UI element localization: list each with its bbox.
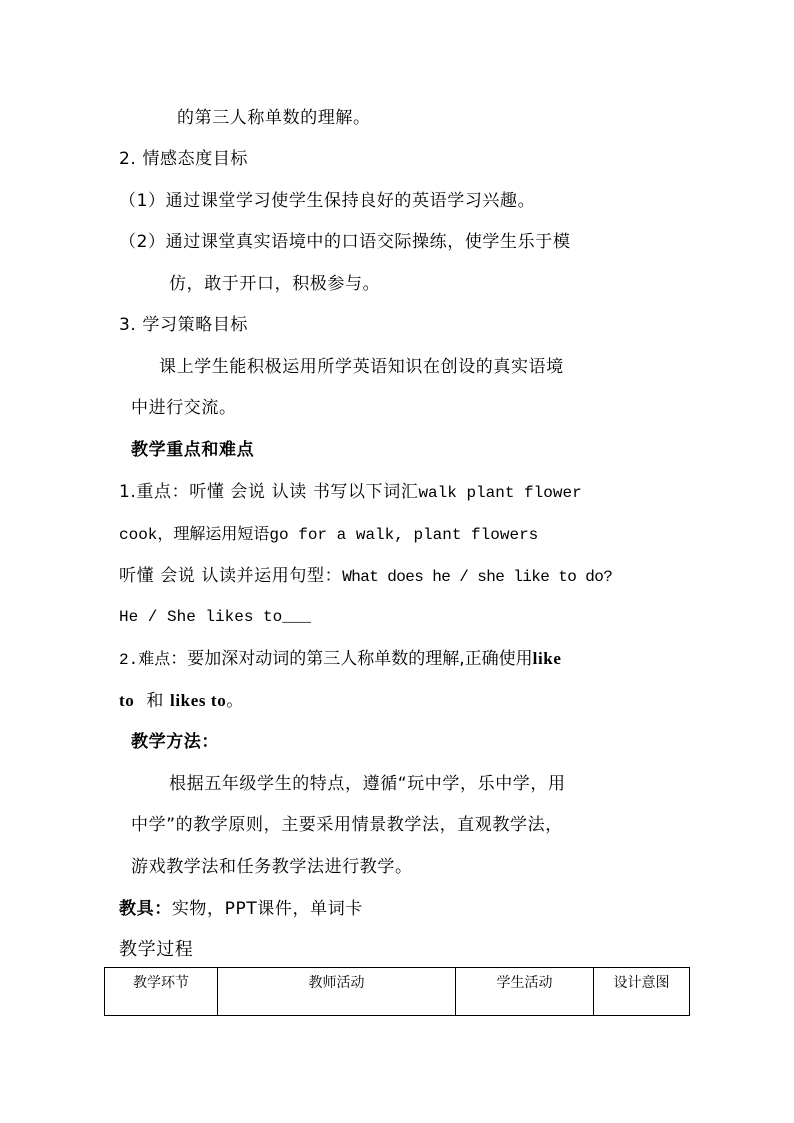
key-point-1-sentence: What does he / she like to do? [342,568,613,586]
tools-line [119,898,363,920]
strategy-objective-line-1: 课上学生能积极运用所学英语知识在创设的真实语境 [159,357,564,377]
emotion-objective-heading: 2. 情感态度目标 [119,149,249,169]
process-table [104,967,690,1016]
tools-value: 实物，PPT课件，单词卡 [171,899,363,919]
key-point-1-line-3 [119,565,612,588]
key-point-1-line-2-a: cook，理解运用短语 [119,526,270,544]
key-point-2-to: to [119,691,135,710]
process-heading: 教学过程 [119,939,194,960]
process-column-teacher-activity: 教师活动 [218,968,456,1016]
key-point-2-line-1 [119,648,561,671]
key-point-1-line-2 [119,523,538,546]
key-point-1-line-3-cn: 听懂 会说 认读并运用句型： [119,566,343,586]
process-table-header-row [105,968,690,1016]
key-point-2-like: like [532,649,562,668]
key-point-1-phrases: go for a walk, plant flowers [269,526,539,544]
key-point-2-line-2 [119,690,244,712]
tools-label: 教具： [119,899,172,919]
process-column-stage: 教学环节 [105,968,218,1016]
key-point-2-label: 2.难点 [119,651,171,669]
methods-line-1: 根据五年级学生的特点，遵循“玩中学，乐中学，用 [169,774,566,794]
key-point-1-line-4: He / She likes to___ [119,608,312,626]
key-point-2-likes-to: likes to [170,691,227,710]
key-point-1-vocab: walk plant flower [418,484,582,502]
key-points-heading: 教学重点和难点 [131,440,255,460]
process-column-student-activity: 学生活动 [456,968,594,1016]
process-column-design-intent: 设计意图 [594,968,690,1016]
key-point-2-and: 和 [146,691,164,711]
methods-line-3: 游戏教学法和任务教学法进行教学。 [131,857,413,877]
key-point-1-line-1-cn: 1.重点：听懂 会说 认读 书写以下词汇 [119,482,419,502]
key-point-1-line-1 [119,481,582,504]
key-point-2-period: 。 [226,691,244,711]
methods-line-2: 中学”的教学原则，主要采用情景教学法，直观教学法， [131,815,563,835]
strategy-objective-heading: 3. 学习策略目标 [119,315,249,335]
methods-heading: 教学方法： [131,732,219,752]
emotion-objective-item-2-line-1: （2）通过课堂真实语境中的口语交际操练，使学生乐于模 [119,232,571,252]
emotion-objective-item-1: （1）通过课堂学习使学生保持良好的英语学习兴趣。 [119,191,536,211]
objective-continuation: 的第三人称单数的理解。 [177,108,371,128]
key-point-2-text-2: ,正确使用 [459,649,533,669]
emotion-objective-item-2-line-2: 仿，敢于开口，积极参与。 [169,274,381,294]
strategy-objective-line-2: 中进行交流。 [131,398,237,418]
key-point-2-text: ：要加深对动词的第三人称单数的理解 [170,649,460,669]
